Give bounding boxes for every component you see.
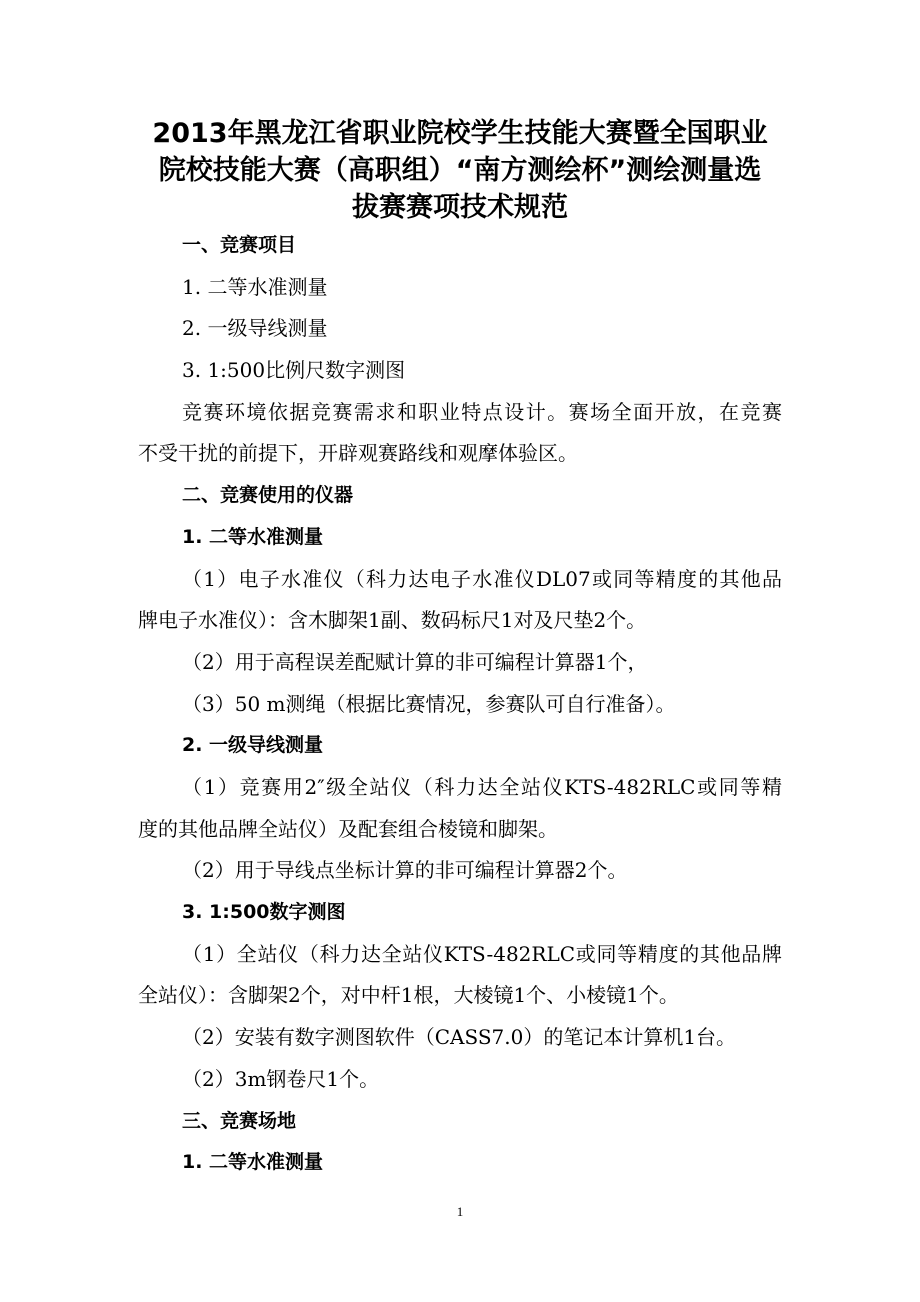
paragraph-line: （1）电子水准仪（科力达电子水准仪DL07或同等精度的其他品 bbox=[182, 567, 782, 591]
subsection-heading: 3. 1:500数字测图 bbox=[182, 901, 346, 923]
paragraph-line: （2）安装有数字测图软件（CASS7.0）的笔记本计算机1台。 bbox=[182, 1025, 737, 1049]
paragraph-line: 不受干扰的前提下，开辟观赛路线和观摩体验区。 bbox=[138, 441, 578, 465]
paragraph-line: （3）50 m测绳（根据比赛情况，参赛队可自行准备）。 bbox=[182, 692, 676, 716]
paragraph-line: （1）全站仪（科力达全站仪KTS-482RLC或同等精度的其他品牌 bbox=[182, 942, 782, 966]
section-heading-venue: 三、竞赛场地 bbox=[182, 1110, 297, 1132]
section-heading-competition-items: 一、竞赛项目 bbox=[182, 234, 297, 256]
subsection-heading: 1. 二等水准测量 bbox=[182, 1151, 324, 1173]
document-title-line-2: 院校技能大赛（高职组）“南方测绘杯”测绘测量选 bbox=[158, 155, 762, 186]
page-number: 1 bbox=[456, 1204, 464, 1219]
list-item: 3. 1:500比例尺数字测图 bbox=[182, 358, 406, 382]
document-title-line-3: 拔赛赛项技术规范 bbox=[352, 192, 568, 223]
paragraph-line: 竞赛环境依据竞赛需求和职业特点设计。赛场全面开放，在竞赛 bbox=[182, 400, 782, 424]
list-item: 1. 二等水准测量 bbox=[182, 275, 328, 299]
subsection-heading: 2. 一级导线测量 bbox=[182, 734, 324, 756]
paragraph-line: （2）用于导线点坐标计算的非可编程计算器2个。 bbox=[182, 858, 628, 882]
paragraph-line: （1）竞赛用2″级全站仪（科力达全站仪KTS-482RLC或同等精 bbox=[182, 775, 782, 799]
subsection-heading: 1. 二等水准测量 bbox=[182, 526, 324, 548]
paragraph-line: 全站仪）：含脚架2个，对中杆1根，大棱镜1个、小棱镜1个。 bbox=[138, 983, 679, 1007]
document-title-line-1: 2013年黑龙江省职业院校学生技能大赛暨全国职业 bbox=[152, 118, 768, 149]
section-heading-instruments: 二、竞赛使用的仪器 bbox=[182, 484, 354, 506]
paragraph-line: 牌电子水准仪）：含木脚架1副、数码标尺1对及尺垫2个。 bbox=[138, 608, 647, 632]
paragraph-line: （2）用于高程误差配赋计算的非可编程计算器1个， bbox=[182, 650, 648, 674]
paragraph-line: （2）3m钢卷尺1个。 bbox=[182, 1067, 380, 1091]
list-item: 2. 一级导线测量 bbox=[182, 316, 328, 340]
paragraph-line: 度的其他品牌全站仪）及配套组合棱镜和脚架。 bbox=[138, 817, 558, 841]
